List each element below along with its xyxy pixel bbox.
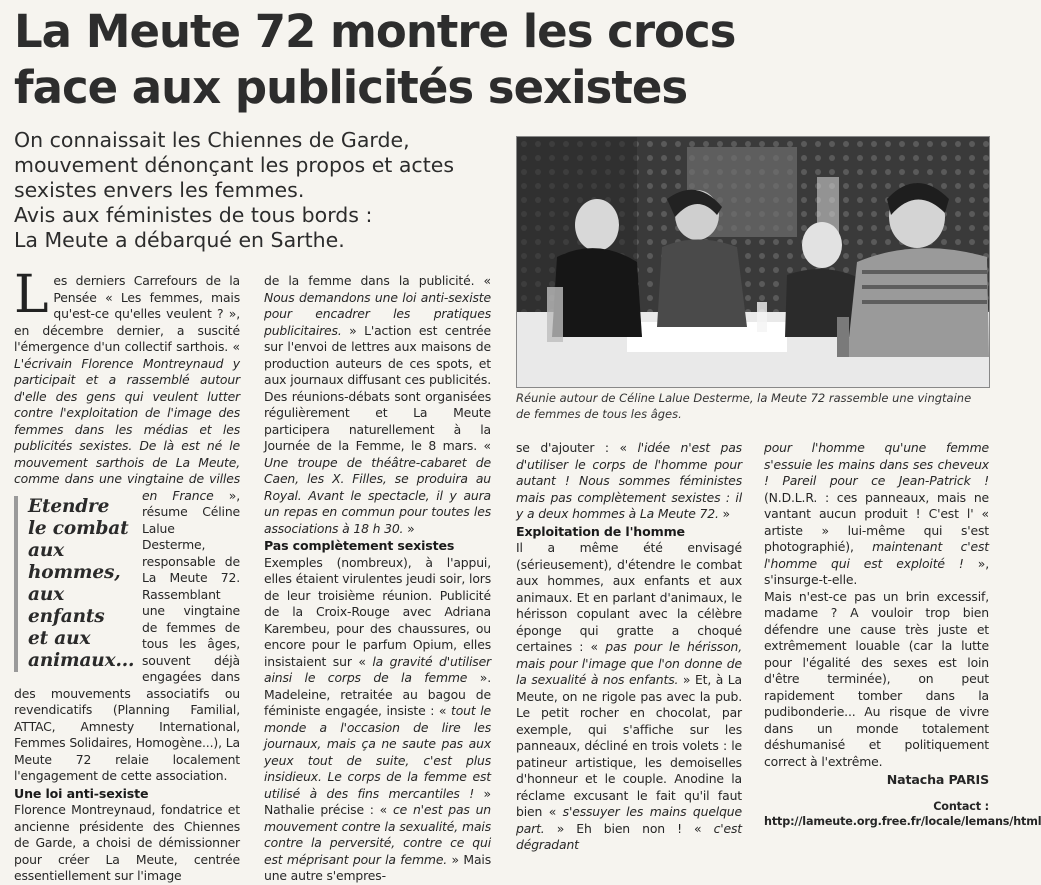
col2-p2-quote-madeleine: tout le monde a l'occasion de lire les journaux, mais ça ne saute pas aux yeux tout de suite, c'est plus insidieux. Le corps de la femme est utilisé à des fins mercantiles ! (264, 703, 491, 801)
col3-quote-men: l'idée n'est pas d'utiliser le corps de l'homme pour autant ! Nous sommes féministes mais pas complètement sexistes : il y a deux hommes à La Meute 72. (516, 440, 742, 521)
col3-p2-text-a: Il a même été envisagé (sérieusement), d'étendre le combat aux hommes, aux enfants et aux animaux. Et en parlant d'animaux, le hérisson copulant avec la célèbre éponge qui gratte a choqué certaines : « (516, 540, 742, 654)
col2-p2-text-g: » Mais une autre s'empres- (264, 851, 491, 883)
meeting-photo-illustration (517, 137, 989, 387)
col2-p2-quote-nathalie: ce n'est pas un mouvement contre la sexualité, mais contre la perversité, contre ce qui est méprisant pour la femme. (264, 802, 491, 867)
col2-quote-law: Nous demandons une loi anti-sexiste pour encadrer les pratiques publicitaires. (264, 289, 491, 338)
col3-text-a: se d'ajouter : « (516, 440, 638, 455)
subheading-not-completely-sexist: Pas complètement sexistes (264, 538, 455, 553)
col4-text-ndlr: (N.D.L.R. : ces panneaux, mais ne vantant aucun produit ! C'est l' « artiste » lui-même qui s'est photographié), (764, 489, 989, 554)
lede-line-5: La Meute a débarqué en Sarthe. (14, 228, 345, 252)
column-3-paragraph-2 (516, 540, 742, 854)
drop-cap: L (14, 265, 49, 325)
pull-quote-line-1: Etendre (28, 495, 110, 517)
col2-text-e: » (403, 520, 415, 536)
article-column-1 (14, 265, 240, 885)
pull-quote-line-6: animaux... (28, 649, 135, 671)
article-column-2 (264, 273, 491, 885)
pull-quote-line-2: le combat (28, 517, 129, 539)
col2-quote-theatre: Une troupe de théâtre-cabaret de Caen, les X. Filles, se produira au Royal. Avant le spectacle, il y aura un repas en commun pour toutes les associations à 18 h 30. (264, 454, 491, 536)
subheading-exploitation-of-men: Exploitation de l'homme (516, 523, 685, 539)
col2-p2-text-c: ». Madeleine, retraitée au bagou de féministe engagée, insiste : « (264, 670, 491, 718)
photo-caption: Réunie autour de Céline Lalue Desterme, la Meute 72 rassemble une vingtaine de femmes de tous les âges. (516, 391, 972, 421)
contact-link[interactable]: Contact : http://lameute.org.free.fr/locale/lemans/html (764, 799, 1041, 828)
lede (14, 128, 504, 253)
column-4-paragraph-1 (764, 440, 989, 589)
col4-text-d: », s'insurge-t-elle. (764, 555, 989, 587)
column-1-paragraph-2: Florence Montreynaud, fondatrice et ancienne présidente des Chiennes de Garde, a choisi de démissionner pour créer La Meute, centrée essentiellement sur l'image (14, 802, 240, 883)
col3-p2-quote-wipe: s'essuyer les mains quelque part. (516, 804, 742, 836)
author-signature: Natacha PARIS (886, 772, 989, 787)
column-2-paragraph-1 (264, 273, 491, 537)
col2-p2-quote-gravity: la gravité d'utiliser ainsi le corps de la femme (264, 653, 491, 685)
col3-p2-quote-degrading: c'est dégradant (516, 820, 742, 852)
col3-p2-text-c: » Et, à La Meute, on ne rigole pas avec la pub. Le petit rocher en chocolat, par exemple, qui s'affiche sur les panneaux, décliné en trois volets : le patineur artistique, les demoiselles d'honneur et le couple. Anodine la réclame excusant le fait qu'il faut bien « (516, 672, 743, 819)
column-2-paragraph-2 (264, 555, 491, 885)
col1-text-a: es derniers Carrefours de la Pensée « Les femmes, mais qu'est-ce qu'elles veulent ? », en décembre dernier, a suscité l'émergence d'un collectif sarthois. « (14, 273, 240, 354)
column-3-paragraph-1 (516, 440, 742, 523)
col3-p2-quote-hedgehog: pas pour le hérisson, mais pour l'image que l'on donne de la sexualité à nos enfants. (516, 639, 742, 687)
col1-text-c: », résume Céline Lalue Desterme, responsable de La Meute 72. Rassemblant une vingtaine de femmes de tous les âges, souvent déjà engagées dans des mouvements associatifs ou revendicatifs (Planning Familial, ATTAC, Amnesty International, Femmes Solidaires, Homogène...), La Meute 72 relaie localement l'engagement de cette association. (14, 487, 240, 783)
headline (14, 4, 994, 116)
lede-line-4: Avis aux féministes de tous bords : (14, 203, 373, 227)
subheading-anti-sexist-law: Une loi anti-sexiste (14, 785, 149, 801)
col2-text-c: » L'action est centrée sur l'envoi de lettres aux maisons de production auteurs de ces spots, et aux journaux diffusant ces publicités. Des réunions-débats sont organisées régulièrement et La Meute participera naturellement à la Journée de la Femme, le 8 mars. « (264, 322, 491, 453)
headline-line-2: face aux publicités sexistes (14, 61, 688, 114)
column-1-paragraph-1 (14, 265, 240, 785)
col1-quote-writer: L'écrivain Florence Montreynaud y participait et a rassemblé autour d'elle des gens qui veulent lutter contre l'exploitation de l'image des femmes dans les médias et les publicités sexistes. De là est né le mouvement sarthois de La Meute, comme dans une vingtaine de villes en France (14, 355, 240, 503)
col4-quote-exploited: maintenant c'est l'homme qui est exploité ! (764, 539, 989, 571)
col2-text-a: de la femme dans la publicité. « (264, 273, 491, 288)
col2-p2-text-e: » Nathalie précise : « (264, 785, 491, 817)
pull-quote (14, 496, 134, 672)
lede-line-2: mouvement dénonçant les propos et actes (14, 153, 455, 177)
headline-line-1: La Meute 72 montre les crocs (14, 5, 736, 58)
col3-p2-text-e: » Eh bien non ! « (544, 820, 714, 836)
pull-quote-line-4: aux enfants (28, 583, 105, 627)
pull-quote-line-5: et aux (28, 627, 91, 649)
pull-quote-line-3: aux hommes, (28, 539, 121, 583)
article-column-4 (764, 440, 1041, 829)
col3-text-c: » (718, 506, 730, 521)
lede-line-1: On connaissait les Chiennes de Garde, (14, 128, 410, 152)
col4-quote-hair: pour l'homme qu'une femme s'essuie les mains dans ses cheveux ! Pareil pour ce Jean-Patrick ! (764, 440, 989, 488)
lede-line-3: sexistes envers les femmes. (14, 178, 305, 202)
col2-p2-text-a: Exemples (nombreux), à l'appui, elles étaient virulentes jeudi soir, lors de leur troisième réunion. Publicité de la Croix-Rouge avec Adriana Karembeu, pour des chaussures, ou encore pour le parfum Opium, elles insistaient sur « (264, 554, 491, 669)
column-4-paragraph-2: Mais n'est-ce pas un brin excessif, madame ? A vouloir trop bien défendre une cause très juste et extrêmement louable (car la lutte pour l'égalité des sexes est loin d'être terminée), on peut rapidement tomber dans la pudibonderie... Au risque de vivre dans un monde totalement déshumanisé et politiquement correct à l'extrême. (764, 588, 989, 769)
article-column-3 (516, 440, 742, 854)
meeting-photo (516, 136, 990, 388)
